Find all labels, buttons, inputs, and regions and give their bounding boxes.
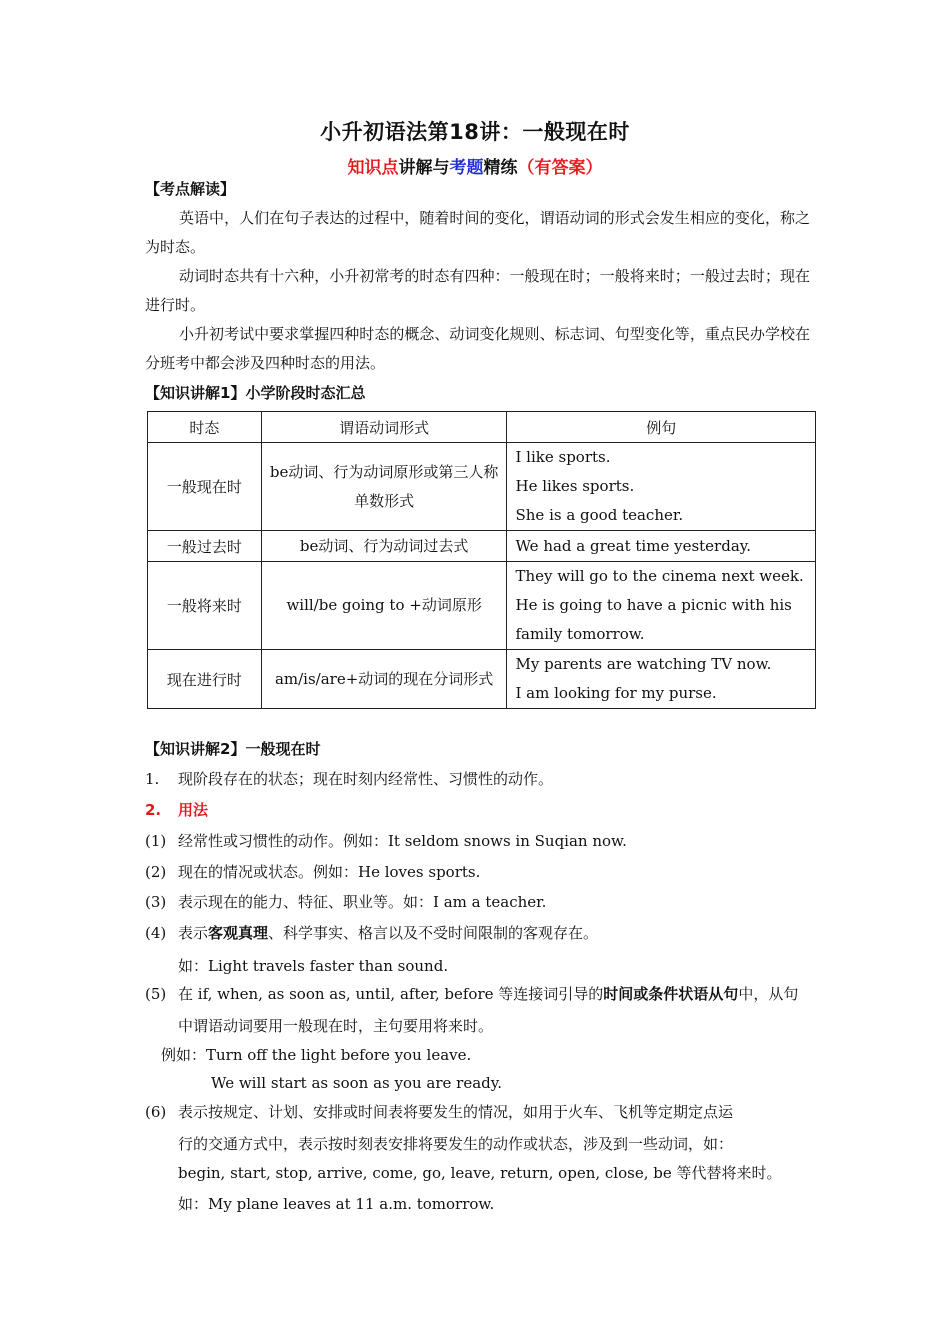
usage-text-continued: begin, start, stop, arrive, come, go, leave, return, open, close, be 等代替将来时。 (178, 1164, 782, 1182)
usage-example: 如：Light travels faster than sound. (178, 957, 449, 975)
usage-text: 现在的情况或状态。例如：He loves sports. (178, 863, 481, 881)
table-cell-form: be动词、行为动词原形或第三人称单数形式 (261, 443, 507, 531)
intro-paragraph-1: 英语中，人们在句子表达的过程中，随着时间的变化，谓语动词的形式会发生相应的变化，称之为时态。 (145, 209, 810, 256)
table-header-row (148, 412, 816, 443)
usage-number: (2) (145, 863, 167, 881)
usage-text: 表示按规定、计划、安排或时间表将要发生的情况，如用于火车、飞机等定期定点运 (178, 1103, 734, 1121)
page-subtitle (0, 153, 950, 178)
example-sentence: My parents are watching TV now. (515, 655, 772, 673)
table-header-tense: 时态 (148, 412, 262, 443)
subtitle-part5: （有答案） (517, 158, 603, 178)
intro-paragraph-2: 动词时态共有十六种，小升初常考的时态有四种：一般现在时；一般将来时；一般过去时；现在进行时。 (145, 267, 810, 314)
usage-keyword: 时间或条件状语从句 (603, 985, 739, 1003)
section2-header: 【知识讲解2】一般现在时 (145, 740, 321, 758)
table-cell-examples (507, 443, 816, 531)
example-sentence: They will go to the cinema next week. (515, 567, 804, 585)
list-number: 2. (145, 801, 162, 819)
usage-number: (4) (145, 924, 167, 942)
usage-number: (1) (145, 832, 167, 850)
table-cell-form: be动词、行为动词过去式 (261, 531, 507, 562)
table-cell-examples (507, 650, 816, 709)
list-text: 用法 (178, 801, 209, 819)
usage-text: 经常性或习惯性的动作。例如：It seldom snows in Suqian now. (178, 832, 627, 850)
usage-text (178, 918, 598, 948)
table-cell-examples (507, 531, 816, 562)
usage-example: We will start as soon as you are ready. (211, 1074, 503, 1092)
example-sentence: I am looking for my purse. (515, 684, 717, 702)
usage-number: (3) (145, 893, 167, 911)
list-text: 现阶段存在的状态；现在时刻内经常性、习惯性的动作。 (178, 770, 554, 788)
example-sentence: I like sports. (515, 448, 611, 466)
subtitle-part2: 讲解与 (398, 158, 450, 178)
usage-text: 表示现在的能力、特征、职业等。如：I am a teacher. (178, 893, 547, 911)
usage-text-continued: 行的交通方式中，表示按时刻表安排将要发生的动作或状态，涉及到一些动词，如： (178, 1135, 734, 1153)
example-sentence: She is a good teacher. (515, 506, 684, 524)
table-cell-tense: 一般现在时 (148, 443, 262, 531)
usage-text-post: 、科学事实、格言以及不受时间限制的客观存在。 (268, 924, 599, 942)
example-sentence: He is going to have a picnic with his (515, 596, 792, 614)
example-sentence: He likes sports. (515, 477, 635, 495)
table-cell-form: am/is/are+动词的现在分词形式 (261, 650, 507, 709)
usage-example: 例如：Turn off the light before you leave. (161, 1046, 472, 1064)
usage-number: (6) (145, 1103, 167, 1121)
table-cell-tense: 现在进行时 (148, 650, 262, 709)
page-title: 小升初语法第18讲：一般现在时 (320, 120, 630, 144)
usage-number: (5) (145, 985, 167, 1003)
table-header-example: 例句 (507, 412, 816, 443)
tense-summary-table (147, 411, 816, 709)
table-cell-tense: 一般将来时 (148, 562, 262, 650)
example-sentence: We had a great time yesterday. (515, 536, 752, 555)
usage-text (178, 979, 798, 1009)
table-cell-tense: 一般过去时 (148, 531, 262, 562)
list-number: 1. (145, 770, 160, 788)
usage-keyword: 客观真理 (208, 924, 269, 942)
table-row (148, 650, 816, 709)
usage-text-pre: 表示 (178, 924, 209, 942)
table-cell-examples (507, 562, 816, 650)
table-row (148, 443, 816, 531)
usage-text-post: 中，从句 (738, 985, 799, 1003)
intro-paragraph-3: 小升初考试中要求掌握四种时态的概念、动词变化规则、标志词、句型变化等，重点民办学校在分班考中都会涉及四种时态的用法。 (145, 325, 810, 372)
table-cell-form: will/be going to +动词原形 (261, 562, 507, 650)
subtitle-part4: 精练 (483, 158, 518, 178)
table-row (148, 531, 816, 562)
usage-text-continued: 中谓语动词要用一般现在时，主句要用将来时。 (178, 1017, 494, 1035)
example-sentence: family tomorrow. (515, 625, 645, 643)
table-header-form: 谓语动词形式 (261, 412, 507, 443)
usage-example: 如：My plane leaves at 11 a.m. tomorrow. (178, 1195, 495, 1213)
subtitle-part3: 考题 (449, 158, 484, 178)
table-row (148, 562, 816, 650)
intro-header: 【考点解读】 (145, 180, 236, 198)
usage-text-pre: 在 if, when, as soon as, until, after, before 等连接词引导的 (178, 985, 604, 1003)
subtitle-part1: 知识点 (347, 158, 399, 178)
section1-header: 【知识讲解1】小学阶段时态汇总 (145, 384, 366, 402)
